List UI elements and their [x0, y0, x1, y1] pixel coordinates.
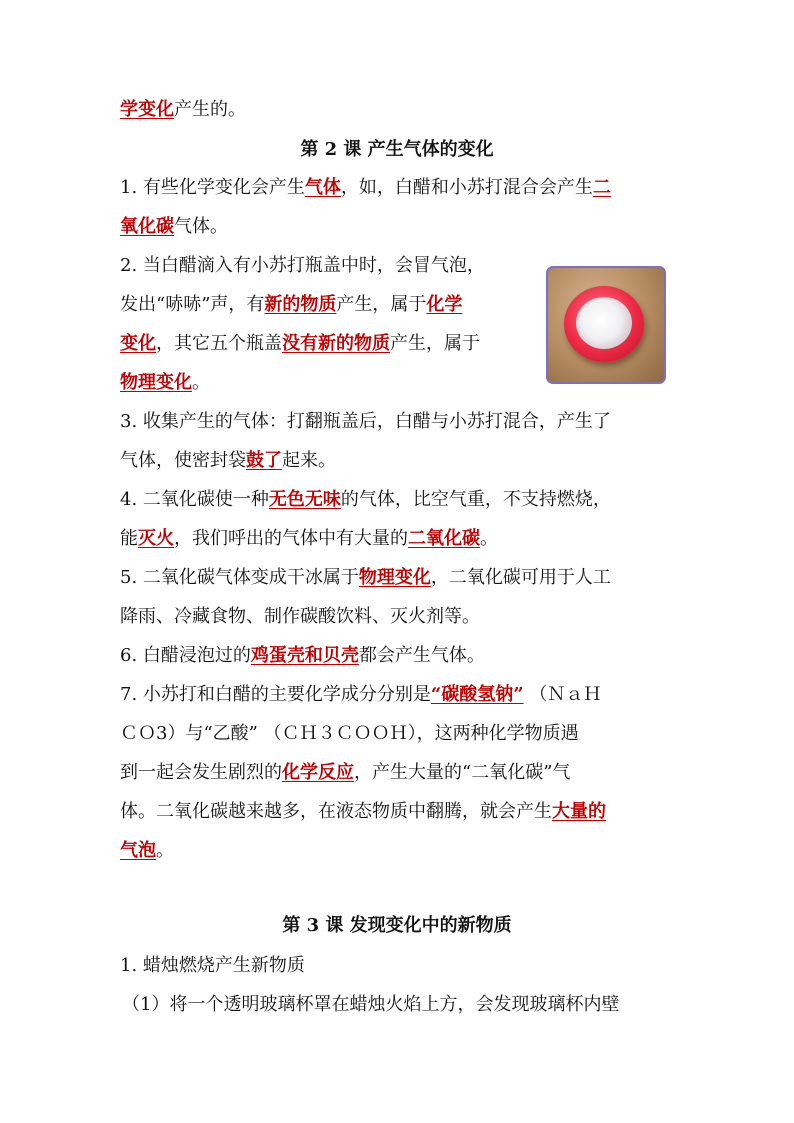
body-text: 产生的。 [174, 99, 246, 120]
highlighted-term: 鼓了 [246, 450, 282, 471]
highlighted-term: 二 [592, 177, 611, 198]
highlighted-term: 无色无味 [268, 489, 341, 510]
red-cap-shape [564, 286, 644, 362]
body-text: 3. 收集产生的气体：打翻瓶盖后，白醋与小苏打混合，产生了 [120, 411, 611, 432]
item-2-line-1 [120, 253, 485, 279]
body-text: ，产生大量的“二氧化碳”气 [354, 762, 571, 783]
highlighted-term: 化学 [426, 294, 463, 315]
body-text: 1. 蜡烛燃烧产生新物质 [120, 955, 305, 976]
item-1-line-2 [120, 214, 228, 240]
item-5-line-1 [120, 565, 611, 591]
highlighted-term: 气泡 [120, 840, 156, 861]
body-text: ＣＯ3）与“乙酸” （ＣＨ３ＣＯＯＨ），这两种化学物质遇 [120, 723, 579, 744]
item-7-line-5 [120, 838, 174, 864]
item-2-line-2 [120, 292, 462, 318]
baking-soda-shape [576, 297, 632, 349]
highlighted-term: 大量的 [552, 801, 606, 822]
item-7-line-2 [120, 721, 579, 747]
highlighted-term: 鸡蛋壳和贝壳 [250, 645, 359, 666]
highlighted-term: 没有新的物质 [282, 333, 390, 354]
highlighted-term: “碳酸氢钠” [430, 684, 524, 705]
highlighted-term: 学变化 [120, 99, 174, 120]
item-3-line-2 [120, 448, 336, 474]
body-text: 气体。 [174, 216, 228, 237]
body-text: 降雨、冷藏食物、制作碳酸饮料、灭火剂等。 [120, 606, 480, 627]
body-text: 体。二氧化碳越来越多，在液态物质中翻腾，就会产生 [120, 801, 552, 822]
text-line [120, 97, 246, 123]
body-text: 。 [480, 528, 498, 549]
highlighted-term: 灭火 [138, 528, 174, 549]
highlighted-term: 变化 [120, 333, 156, 354]
body-text: 能 [120, 528, 138, 549]
item-3-line-1 [120, 409, 611, 435]
lesson-3-title: 第 3 课 发现变化中的新物质 [282, 915, 512, 936]
body-text: 6. 白醋浸泡过的 [120, 645, 251, 666]
body-text: 4. 二氧化碳使一种 [120, 489, 269, 510]
highlighted-term: 物理变化 [358, 567, 431, 588]
highlighted-term: 化学反应 [282, 762, 354, 783]
body-text: 7. 小苏打和白醋的主要化学成分分别是 [120, 684, 431, 705]
body-text: ，其它五个瓶盖 [156, 333, 282, 354]
item-7-line-1 [120, 682, 601, 708]
highlighted-term: 新的物质 [264, 294, 337, 315]
body-text: 。 [156, 840, 174, 861]
lesson-3-item-1 [120, 953, 305, 979]
body-text: 起来。 [282, 450, 336, 471]
body-text: ，二氧化碳可用于人工 [430, 567, 611, 588]
bottle-cap-photo [546, 266, 666, 384]
body-text: 发出“哧哧”声，有 [120, 294, 265, 315]
body-text: （1）将一个透明玻璃杯罩在蜡烛火焰上方，会发现玻璃杯内壁 [122, 994, 620, 1015]
highlighted-term: 二氧化碳 [408, 528, 480, 549]
body-text: 产生，属于 [336, 294, 427, 315]
item-7-line-3 [120, 760, 570, 786]
item-2-line-4 [120, 370, 210, 396]
body-text: 的气体，比空气重，不支持燃烧， [340, 489, 611, 510]
body-text: 气体，使密封袋 [120, 450, 246, 471]
lesson-2-title: 第 2 课 产生气体的变化 [300, 139, 494, 160]
body-text: 。 [192, 372, 210, 393]
body-text: 1. 有些化学变化会产生 [120, 177, 305, 198]
item-2-line-3 [120, 331, 480, 357]
item-1-line-1 [120, 175, 611, 201]
body-text: 2. 当白醋滴入有小苏打瓶盖中时，会冒气泡， [120, 255, 485, 276]
body-text: （ＮａＨ [523, 684, 602, 705]
highlighted-term: 物理变化 [120, 372, 192, 393]
item-5-line-2 [120, 604, 480, 630]
item-6-line [120, 643, 485, 669]
body-text: ，如，白醋和小苏打混合会产生 [340, 177, 593, 198]
item-4-line-2 [120, 526, 498, 552]
body-text: 都会产生气体。 [358, 645, 485, 666]
body-text: 到一起会发生剧烈的 [120, 762, 282, 783]
item-4-line-1 [120, 487, 611, 513]
body-text: 产生，属于 [390, 333, 480, 354]
highlighted-term: 气体 [304, 177, 341, 198]
lesson-3-item-1-sub-1 [122, 992, 619, 1018]
highlighted-term: 氧化碳 [120, 216, 174, 237]
item-7-line-4 [120, 799, 606, 825]
body-text: ，我们呼出的气体中有大量的 [174, 528, 408, 549]
body-text: 5. 二氧化碳气体变成干冰属于 [120, 567, 359, 588]
